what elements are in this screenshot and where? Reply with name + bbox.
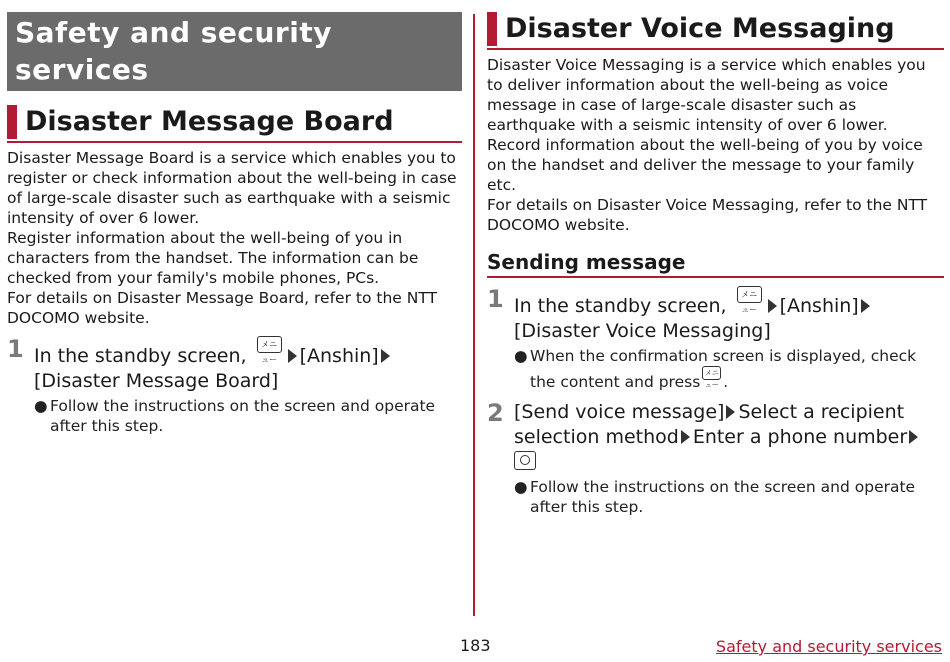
paragraph: Disaster Message Board is a service which enables you to register or check information about the well-being in case of large-scale disaster such as earthquake with a seismic intensity of over 6 lower.: [7, 149, 457, 227]
arrow-right-icon: [726, 405, 735, 419]
step-menu-item: [Disaster Message Board]: [34, 369, 279, 392]
step-number: 1: [487, 285, 504, 313]
arrow-right-icon: [288, 349, 297, 363]
heading-accent-bar: [7, 105, 17, 139]
heading-text: Disaster Message Board: [25, 106, 394, 137]
intro-paragraphs: [7, 148, 462, 328]
heading-disaster-voice-messaging: [487, 12, 944, 50]
arrow-right-icon: [768, 299, 777, 313]
step-note: [514, 346, 944, 392]
note-text: Follow the instructions on the screen and operate after this step.: [50, 397, 436, 435]
bullet-icon: ●: [34, 397, 48, 415]
paragraph: For details on Disaster Message Board, refer to the NTT DOCOMO website.: [7, 289, 437, 327]
step-menu-item: [Anshin]: [779, 295, 859, 317]
step-number: 1: [7, 335, 24, 363]
step-text: In the standby screen,: [34, 345, 247, 367]
step-note: [514, 477, 944, 517]
section-link[interactable]: Safety and security services: [715, 637, 942, 656]
arrow-right-icon: [681, 430, 690, 444]
menu-key-icon: メニュー: [737, 286, 762, 303]
arrow-right-icon: [909, 430, 918, 444]
step-text: Select a recipient selection method: [514, 401, 905, 448]
menu-key-icon: メニュー: [257, 336, 282, 353]
paragraph: Register information about the well-being of you in characters from the handset. The information can be checked from your family's mobile phones, PCs.: [7, 229, 419, 287]
bullet-icon: ●: [514, 347, 528, 365]
bullet-icon: ●: [514, 477, 528, 496]
step-menu-item: [Disaster Voice Messaging]: [514, 319, 771, 342]
step-2: [487, 400, 944, 474]
heading-text: Disaster Voice Messaging: [505, 13, 895, 44]
step-menu-item: [Send voice message]: [514, 401, 725, 423]
step-1: [7, 336, 462, 393]
step-instruction: [34, 336, 393, 393]
step-text: Enter a phone number: [692, 425, 908, 448]
camera-key-icon: [514, 451, 536, 470]
left-column: [7, 12, 462, 436]
right-column: [487, 12, 944, 517]
step-note: [34, 396, 462, 436]
arrow-right-icon: [861, 299, 870, 313]
step-1: [487, 286, 944, 343]
note-text: When the confirmation screen is displayed, check the content and press メニュー .: [530, 347, 917, 391]
step-number: 2: [487, 399, 504, 427]
column-divider: [473, 14, 475, 616]
menu-key-icon: メニュー: [702, 366, 721, 380]
heading-accent-bar: [487, 12, 497, 46]
page-number: 183: [460, 636, 491, 655]
step-instruction: [514, 400, 944, 474]
paragraph: Disaster Voice Messaging is a service which enables you to deliver information about the well-being as voice message in case of large-scale disaster such as earthquake with a seismic intensity of over 6 lower.: [487, 56, 926, 134]
step-instruction: [514, 286, 873, 343]
paragraph: For details on Disaster Voice Messaging, refer to the NTT DOCOMO website.: [487, 196, 928, 234]
paragraph: Record information about the well-being of you by voice on the handset and deliver the message to your family etc.: [487, 136, 923, 194]
heading-disaster-message-board: [7, 105, 462, 143]
chapter-title: Safety and security services: [7, 12, 462, 91]
arrow-right-icon: [381, 349, 390, 363]
step-menu-item: [Anshin]: [299, 345, 379, 367]
subheading-sending-message: Sending message: [487, 249, 944, 278]
step-text: In the standby screen,: [514, 295, 727, 317]
note-text: Follow the instructions on the screen and operate after this step.: [530, 477, 916, 516]
intro-paragraphs: [487, 55, 944, 235]
